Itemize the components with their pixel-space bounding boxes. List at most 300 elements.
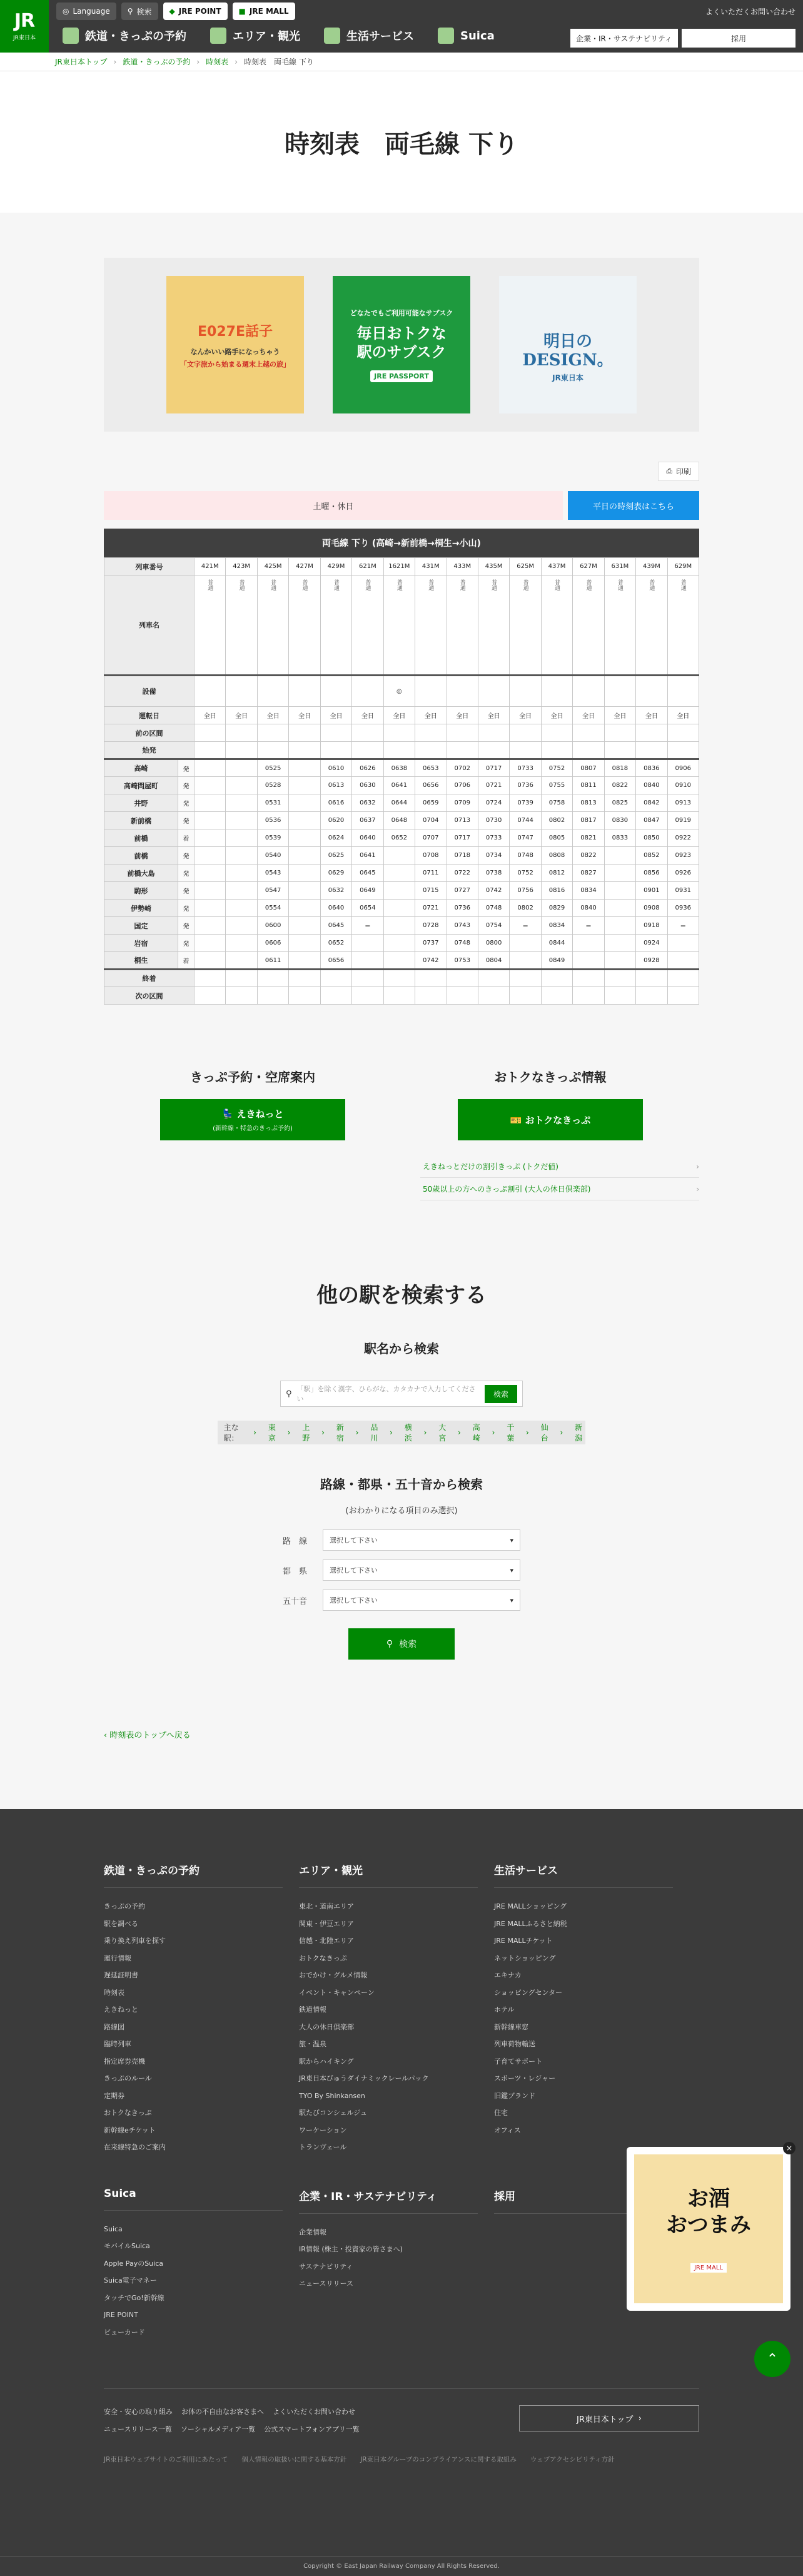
table-row (104, 576, 699, 676)
table-row (104, 759, 699, 777)
footer-bottom-link[interactable]: ソーシャルメディア一覧 (180, 2425, 256, 2433)
footer-link[interactable]: ホテル (494, 2006, 515, 2014)
jr-top-button[interactable]: JR東日本トップ › (519, 2405, 699, 2431)
footer-link[interactable]: きっぷのルール (104, 2074, 152, 2082)
time-cell (447, 576, 478, 676)
time-cell (257, 742, 288, 759)
time-cell (604, 865, 635, 882)
nav-rail-label: 鉄道・きっぷの予約 (85, 30, 186, 43)
footer-link[interactable]: きっぷの予約 (104, 1902, 145, 1910)
time-cell: 0822 (604, 777, 635, 794)
footer-link[interactable]: Apple PayのSuica (104, 2259, 163, 2268)
row-header: 列車名 (104, 576, 194, 676)
footer-link[interactable]: 駅たびコンシェルジュ (299, 2109, 368, 2117)
time-cell: 0540 (257, 847, 288, 865)
footer-policy-link[interactable]: JR東日本グループのコンプライアンスに関する取組み (360, 2456, 517, 2463)
time-cell (226, 576, 257, 676)
time-cell (289, 935, 320, 952)
footer-bottom-link[interactable]: 安全・安心の取り組み (104, 2408, 173, 2416)
time-cell: 0850 (636, 829, 667, 847)
train-number: 631M (604, 558, 635, 576)
footer-link[interactable]: 路線図 (104, 2022, 124, 2031)
time-cell (667, 987, 699, 1005)
time-cell (415, 742, 447, 759)
major-station-link[interactable]: 新宿 (336, 1423, 344, 1443)
train-kind: 普通 (679, 579, 686, 591)
day-cell: 全日 (194, 707, 226, 724)
time-cell: 0640 (352, 829, 383, 847)
time-cell (604, 900, 635, 917)
footer-link[interactable]: タッチでGo!新幹線 (104, 2293, 164, 2302)
time-cell: 0620 (320, 812, 351, 829)
station-search-box (280, 1381, 523, 1407)
ad-content (634, 2154, 783, 2303)
jr-logo[interactable] (0, 0, 49, 53)
ticket-deals (402, 1067, 699, 1200)
time-cell (415, 576, 447, 676)
time-cell (289, 847, 320, 865)
back-to-top-link[interactable]: ‹ 時刻表のトップへ戻る (104, 1731, 191, 1740)
direction-cell: 着 (178, 952, 194, 970)
footer-link[interactable]: ニュースリリース (299, 2279, 353, 2288)
point-icon: ◆ (169, 7, 175, 16)
time-cell: 0818 (604, 759, 635, 777)
day-cell: 全日 (226, 707, 257, 724)
row-header: 新前橋 (104, 812, 178, 829)
major-stations (218, 1421, 585, 1444)
faq-link[interactable]: よくいただくお問い合わせ (705, 8, 795, 16)
day-cell: 全日 (383, 707, 415, 724)
time-cell (383, 724, 415, 742)
footer-link[interactable]: モバイルSuica (104, 2242, 150, 2250)
footer-link[interactable]: 子育てサポート (494, 2057, 542, 2066)
time-cell (604, 952, 635, 970)
footer-link[interactable]: IR情報 (株主・投資家の皆さまへ) (299, 2245, 403, 2253)
banner-1[interactable] (166, 276, 304, 413)
footer-link[interactable]: 新幹線eチケット (104, 2126, 156, 2134)
chevron-right-icon: › (321, 1428, 325, 1437)
footer-link[interactable]: イベント・キャンペーン (299, 1988, 375, 1997)
time-cell: 0659 (415, 794, 447, 812)
time-cell (320, 676, 351, 707)
route-note: (おわかりになる項目のみ選択) (345, 1506, 458, 1516)
footer-bottom-link[interactable]: 公式スマートフォンアプリ一覧 (264, 2425, 360, 2433)
major-station-link[interactable]: 横浜 (404, 1423, 412, 1443)
footer-link[interactable]: ショッピングセンター (494, 1988, 563, 1997)
footer-link[interactable]: 運行情報 (104, 1954, 131, 1962)
footer-link[interactable]: 駅からハイキング (299, 2057, 354, 2066)
time-cell (194, 935, 226, 952)
footer-link[interactable]: 信越・北陸エリア (299, 1937, 354, 1945)
footer-link[interactable]: Suica電子マネー (104, 2276, 157, 2284)
banner-1-sub: 「文字旅から始まる週末上越の旅」 (180, 360, 290, 368)
crumb-top[interactable]: JR東日本トップ (55, 58, 108, 66)
time-cell: 0708 (415, 847, 447, 865)
time-cell: 0706 (447, 777, 478, 794)
row-header: 前橋大島 (104, 865, 178, 882)
time-cell (226, 882, 257, 900)
major-station-link[interactable]: 東京 (268, 1423, 276, 1443)
time-cell (604, 576, 635, 676)
time-cell: 0924 (636, 935, 667, 952)
time-cell: 0717 (478, 759, 509, 777)
footer-link[interactable]: 乗り換え列車を探す (104, 1937, 166, 1945)
close-icon[interactable]: × (783, 2142, 795, 2154)
time-cell (289, 576, 320, 676)
floating-ad[interactable] (627, 2144, 793, 2311)
major-station-link[interactable]: 新潟 (575, 1423, 583, 1443)
nav-item-suica[interactable] (438, 28, 495, 44)
footer-link[interactable]: 旧鑑ブランド (494, 2091, 535, 2100)
major-station-link[interactable]: 千葉 (507, 1423, 515, 1443)
train-number: 621M (352, 558, 383, 576)
time-cell (383, 576, 415, 676)
search-icon: ⚲ (286, 1389, 292, 1399)
time-cell (194, 812, 226, 829)
time-cell: 0847 (636, 812, 667, 829)
footer-link[interactable]: 時刻表 (104, 1988, 124, 1997)
footer-policy-link[interactable]: ウェブアクセシビリティ方針 (530, 2456, 615, 2463)
globe-icon: ◎ (63, 7, 69, 16)
time-cell (383, 987, 415, 1005)
time-cell (383, 676, 415, 707)
nav-suica-label: Suica (460, 29, 495, 43)
footer-bottom-link[interactable]: お体の不自由なお客さまへ (181, 2408, 264, 2416)
row-header: 桐生 (104, 952, 178, 970)
ekinet-label: 💺 えきねっと (221, 1108, 284, 1120)
station-search-button[interactable]: 検索 (485, 1385, 517, 1403)
mall-label: JRE MALL (249, 7, 289, 16)
deals-label: 🎫 おトクなきっぷ (510, 1114, 591, 1126)
time-cell (289, 742, 320, 759)
table-row (104, 777, 699, 794)
day-toggle (104, 491, 699, 520)
time-cell: 0752 (541, 759, 572, 777)
time-cell (226, 917, 257, 935)
major-station-link[interactable]: 高崎 (472, 1423, 480, 1443)
time-cell (383, 935, 415, 952)
time-cell (667, 952, 699, 970)
major-station-link[interactable]: 仙台 (540, 1423, 548, 1443)
time-cell (352, 935, 383, 952)
footer-link[interactable]: 旅・温泉 (299, 2040, 326, 2048)
time-cell: 0805 (541, 829, 572, 847)
footer-link[interactable]: オフィス (494, 2126, 521, 2134)
time-cell: 0734 (478, 847, 509, 865)
language-button[interactable] (56, 3, 116, 20)
tab-holiday[interactable]: 土曜・休日 (104, 491, 563, 520)
footer-link[interactable]: Suica (104, 2224, 123, 2233)
title-area (0, 71, 803, 213)
chevron-right-icon: › (560, 1428, 563, 1437)
time-cell (226, 847, 257, 865)
time-cell (604, 742, 635, 759)
footer-link[interactable]: 東北・道南エリア (299, 1902, 354, 1910)
time-cell: 0742 (415, 952, 447, 970)
header-search-button[interactable] (121, 3, 158, 20)
time-cell (257, 576, 288, 676)
footer-link[interactable]: トランヴェール (299, 2143, 347, 2151)
footer-link[interactable]: 新幹線車窓 (494, 2022, 528, 2031)
major-station-link[interactable]: 大宮 (438, 1423, 447, 1443)
time-cell (194, 970, 226, 987)
print-button[interactable] (658, 462, 699, 481)
line-select[interactable] (323, 1529, 520, 1551)
train-kind: 普通 (270, 579, 276, 591)
footer-link[interactable]: 遅延証明書 (104, 1971, 138, 1979)
time-cell: 0632 (352, 794, 383, 812)
time-cell: 0836 (636, 759, 667, 777)
main-nav (63, 28, 495, 44)
train-number: 627M (573, 558, 604, 576)
major-station-link[interactable]: 品川 (370, 1423, 378, 1443)
footer-link[interactable]: JRE MALLチケット (494, 1937, 553, 1945)
footer-link[interactable]: 住宅 (494, 2109, 508, 2117)
footer-link[interactable]: 企業情報 (299, 2228, 326, 2236)
footer-link[interactable]: 列車荷物輸送 (494, 2040, 535, 2048)
footer-link[interactable]: 指定席券売機 (104, 2057, 145, 2066)
time-cell: 0531 (257, 794, 288, 812)
time-cell: 0849 (541, 952, 572, 970)
train-kind: 普通 (553, 579, 560, 591)
train-kind: 普通 (364, 579, 371, 591)
time-cell (194, 882, 226, 900)
time-cell (226, 970, 257, 987)
time-cell (604, 882, 635, 900)
footer-link[interactable]: おトクなきっぷ (299, 1954, 347, 1962)
nav-item-life[interactable] (324, 28, 414, 44)
direction-cell: 発 (178, 759, 194, 777)
time-cell: 0656 (415, 777, 447, 794)
nav-life-label: 生活サービス (346, 30, 414, 43)
time-cell: 0715 (415, 882, 447, 900)
major-label: 主な駅： (223, 1423, 239, 1443)
recruit-link[interactable]: 採用 (682, 29, 795, 48)
banner-3[interactable] (499, 276, 637, 413)
time-cell (352, 970, 383, 987)
time-cell (289, 865, 320, 882)
footer-link[interactable]: えきねっと (104, 2006, 138, 2014)
footer-link[interactable]: おでかけ・グルメ情報 (299, 1971, 368, 1979)
footer-policy-link[interactable]: JR東日本ウェブサイトのご利用にあたって (104, 2456, 228, 2463)
day-cell: 全日 (257, 707, 288, 724)
jre-point-link[interactable] (163, 3, 228, 20)
time-cell (383, 847, 415, 865)
time-cell: 0748 (510, 847, 541, 865)
time-cell (604, 917, 635, 935)
station-search-input[interactable]: 「駅」を除く漢字、ひらがな、カタカナで入力してください (296, 1385, 476, 1403)
time-cell (415, 724, 447, 742)
chevron-right-icon: › (287, 1428, 291, 1437)
time-cell: 0641 (352, 847, 383, 865)
footer-link[interactable]: 定期券 (104, 2091, 124, 2100)
filter-pref-label: 都 県 (283, 1566, 308, 1576)
footer-link[interactable]: JRE MALLふるさと納税 (494, 1919, 567, 1928)
time-cell (415, 987, 447, 1005)
footer-link[interactable]: ビューカード (104, 2328, 145, 2336)
time-cell (257, 676, 288, 707)
footer-col1-title: 鉄道・きっぷの予約 (104, 1862, 283, 1888)
time-cell: 0656 (320, 952, 351, 970)
time-cell: 0913 (667, 794, 699, 812)
jre-mall-link[interactable] (233, 3, 295, 20)
time-cell (541, 742, 572, 759)
time-cell: 0856 (636, 865, 667, 882)
pref-select[interactable] (323, 1559, 520, 1581)
train-kind: 普通 (395, 579, 402, 591)
footer-link[interactable]: 大人の休日倶楽部 (299, 2022, 354, 2031)
time-cell (447, 724, 478, 742)
time-cell: 0830 (604, 812, 635, 829)
row-header: 運転日 (104, 707, 194, 724)
table-row (104, 882, 699, 900)
row-header: 国定 (104, 917, 178, 935)
train-number: 429M (320, 558, 351, 576)
footer-link[interactable]: 臨時列車 (104, 2040, 131, 2048)
time-cell (447, 970, 478, 987)
crumb-timetable[interactable]: 時刻表 (206, 58, 229, 66)
time-cell: 0645 (320, 917, 351, 935)
day-cell: 全日 (320, 707, 351, 724)
time-cell (541, 576, 572, 676)
time-cell (320, 970, 351, 987)
train-number: 431M (415, 558, 447, 576)
time-cell (478, 576, 509, 676)
time-cell (478, 970, 509, 987)
time-cell (194, 794, 226, 812)
chevron-right-icon: › (458, 1428, 461, 1437)
time-cell (541, 676, 572, 707)
time-cell: 0822 (573, 847, 604, 865)
table-row (104, 847, 699, 865)
banner-2[interactable] (333, 276, 470, 413)
footer-link[interactable]: スポーツ・レジャー (494, 2074, 556, 2082)
ekinet-button[interactable] (160, 1099, 345, 1140)
time-cell: 0644 (383, 794, 415, 812)
footer-col2-title: エリア・観光 (299, 1862, 478, 1888)
deals-button[interactable] (458, 1099, 643, 1140)
footer-link[interactable]: ワーケーション (299, 2126, 347, 2134)
train-kind: 普通 (522, 579, 528, 591)
filter-search-button[interactable] (348, 1628, 455, 1660)
footer-link[interactable]: 在来線特急のご案内 (104, 2143, 166, 2151)
kana-select[interactable] (323, 1590, 520, 1611)
time-cell: 0813 (573, 794, 604, 812)
site-footer (0, 1809, 803, 2576)
time-cell (510, 676, 541, 707)
time-cell: 0910 (667, 777, 699, 794)
arrow-up-icon: ⌃ (766, 2351, 779, 2367)
time-cell: 0525 (257, 759, 288, 777)
mall-icon: ■ (238, 7, 246, 16)
footer-link[interactable]: 関東・伊豆エリア (299, 1919, 354, 1928)
footer-bottom-link[interactable]: ニュースリリース一覧 (104, 2425, 172, 2433)
time-cell (667, 724, 699, 742)
nav-item-area[interactable] (210, 28, 300, 44)
time-cell: 0829 (541, 900, 572, 917)
footer-link[interactable]: 駅を調べる (104, 1919, 138, 1928)
time-cell (573, 576, 604, 676)
row-header: 前橋 (104, 847, 178, 865)
time-cell: 0645 (352, 865, 383, 882)
weekday-link[interactable]: 平日の時刻表はこちら (568, 491, 699, 520)
table-row (104, 812, 699, 829)
banner-2-brand: JRE PASSPORT (370, 370, 433, 382)
time-cell: 0641 (383, 777, 415, 794)
footer-link[interactable]: おトクなきっぷ (104, 2109, 152, 2117)
time-cell (289, 952, 320, 970)
time-cell (604, 724, 635, 742)
footer-link[interactable]: JRE MALLショッピング (494, 1902, 567, 1910)
time-cell: 0652 (383, 829, 415, 847)
time-cell (636, 576, 667, 676)
footer-bottom-link[interactable]: よくいただくお問い合わせ (273, 2408, 355, 2416)
table-row (104, 742, 699, 759)
time-cell (478, 724, 509, 742)
time-cell: 0724 (478, 794, 509, 812)
time-cell: ＝ (510, 917, 541, 935)
station-search (0, 1278, 803, 1660)
time-cell (541, 987, 572, 1005)
time-cell (636, 970, 667, 987)
time-cell: 0733 (478, 829, 509, 847)
time-cell (352, 952, 383, 970)
time-cell: 0827 (573, 865, 604, 882)
corp-link[interactable]: 企業・IR・サステナビリティ (570, 29, 678, 48)
deal-link-1[interactable] (420, 1155, 699, 1178)
time-cell: 0717 (447, 829, 478, 847)
time-cell: 0554 (257, 900, 288, 917)
chevron-down-icon: ▾ (510, 1596, 513, 1605)
direction-cell: 発 (178, 917, 194, 935)
time-cell (226, 759, 257, 777)
row-header: 駒形 (104, 882, 178, 900)
chevron-right-icon: › (696, 1162, 699, 1171)
time-cell: 0730 (478, 812, 509, 829)
footer-link[interactable]: JR東日本びゅうダイナミックレールパック (299, 2074, 429, 2082)
table-row (104, 935, 699, 952)
time-cell (226, 865, 257, 882)
footer-link[interactable]: 鉄道情報 (299, 2006, 326, 2014)
footer-policy-link[interactable]: 個人情報の取扱いに関する基本方針 (241, 2456, 347, 2463)
time-cell: 0936 (667, 900, 699, 917)
time-cell: 0817 (573, 812, 604, 829)
point-label: JRE POINT (178, 7, 221, 16)
time-cell (289, 794, 320, 812)
scroll-top-button[interactable] (754, 2341, 790, 2377)
filter-kana-label: 五十音 (283, 1596, 308, 1606)
page-title: 時刻表 両毛線 下り (285, 129, 518, 159)
time-cell: 0704 (415, 812, 447, 829)
time-cell: 0733 (510, 759, 541, 777)
time-cell: 0752 (510, 865, 541, 882)
footer-link[interactable]: ネットショッピング (494, 1954, 556, 1962)
time-cell (383, 882, 415, 900)
footer-link[interactable]: エキナカ (494, 1971, 522, 1979)
footer-link[interactable]: サステナビリティ (299, 2262, 353, 2271)
crumb-rail[interactable]: 鉄道・きっぷの予約 (123, 58, 191, 66)
major-station-link[interactable]: 上野 (302, 1423, 310, 1443)
timetable-caption: 両毛線 下り (高崎→新前橋→桐生→小山) (104, 529, 699, 557)
footer-link[interactable]: TYO By Shinkansen (299, 2091, 365, 2100)
footer-link[interactable]: JRE POINT (104, 2311, 138, 2319)
time-cell: 0842 (636, 794, 667, 812)
table-row (104, 794, 699, 812)
nav-item-rail[interactable] (63, 28, 186, 44)
deal-link-2[interactable] (420, 1178, 699, 1200)
printer-icon: ⎙ (666, 467, 672, 475)
crumb-sep-icon: › (196, 57, 200, 66)
